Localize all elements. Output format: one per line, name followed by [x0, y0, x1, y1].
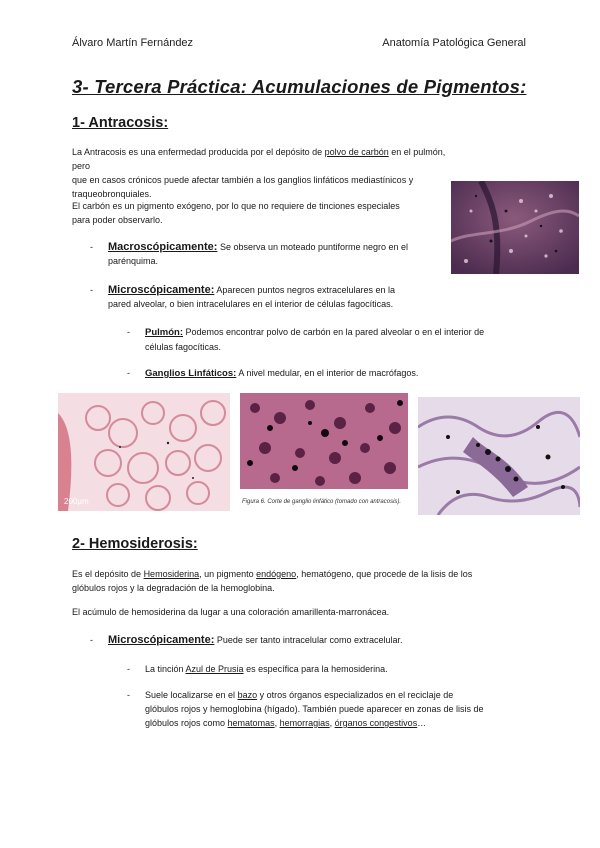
bullet-bazo: - Suele localizarse en el bazo y otros órganos especializados en el reciclaje de glóbulos rojos y hemoglobina (hígado). También puede aparecer en zonas de lisis de glóbulos rojos como hematomas, hemorragias, órganos congestivos…	[127, 690, 484, 728]
bullet-macroscopicamente: - Macroscópicamente: Se observa un moteado puntiforme negro en el parénquima.	[90, 241, 409, 266]
antracosis-paragraph-2: El carbón es un pigmento exógeno, por lo que no requiere de tinciones especiales para poder observarlo.	[72, 201, 400, 225]
histology-image-lung	[451, 181, 579, 274]
header-subject: Anatomía Patológica General	[382, 37, 526, 49]
bullet-microscopicamente: - Microscópicamente: Aparecen puntos negros extracelulares en la pared alveolar, o bien intracelulares en el interior de células fagocíticas.	[90, 284, 395, 309]
histology-image-alveolar	[58, 393, 230, 511]
header-author: Álvaro Martín Fernández	[72, 37, 194, 49]
histology-image-macrophages	[418, 397, 580, 515]
bullet-hemo-microscopicamente: - Microscópicamente: Puede ser tanto intracelular como extracelular.	[90, 634, 403, 646]
scale-bar-label: 200μm	[64, 497, 89, 506]
histology-image-ganglio	[240, 393, 408, 511]
image-caption: Figura 6. Corte de ganglio linfático (tomado con antracosis).	[242, 499, 402, 505]
bullet-ganglios: - Ganglios Linfáticos: A nivel medular, en el interior de macrófagos.	[127, 368, 419, 379]
page-title: 3- Tercera Práctica: Acumulaciones de Pigmentos:	[72, 76, 527, 97]
bullet-pulmon: - Pulmón: Podemos encontrar polvo de carbón en la pared alveolar o en el interior de células fagocíticas.	[127, 327, 485, 352]
bullet-azul-prusia: - La tinción Azul de Prusia es específica para la hemosiderina.	[127, 664, 388, 674]
section-heading-hemosiderosis: 2- Hemosiderosis:	[72, 536, 198, 552]
hemosiderosis-paragraph-2: El acúmulo de hemosiderina da lugar a una coloración amarillenta-marronácea.	[72, 607, 390, 617]
hemosiderosis-paragraph-1: Es el depósito de Hemosiderina, un pigmento endógeno, hematógeno, que procede de la lisis de los glóbulos rojos y la degradación de la hemoglobina.	[72, 569, 473, 593]
antracosis-paragraph-1: La Antracosis es una enfermedad producida por el depósito de polvo de carbón en el pulmón, pero que en casos crónicos puede afectar también a los ganglios linfáticos mediastínicos y traqueobronquiales.	[72, 147, 446, 199]
section-heading-antracosis: 1- Antracosis:	[72, 115, 169, 131]
